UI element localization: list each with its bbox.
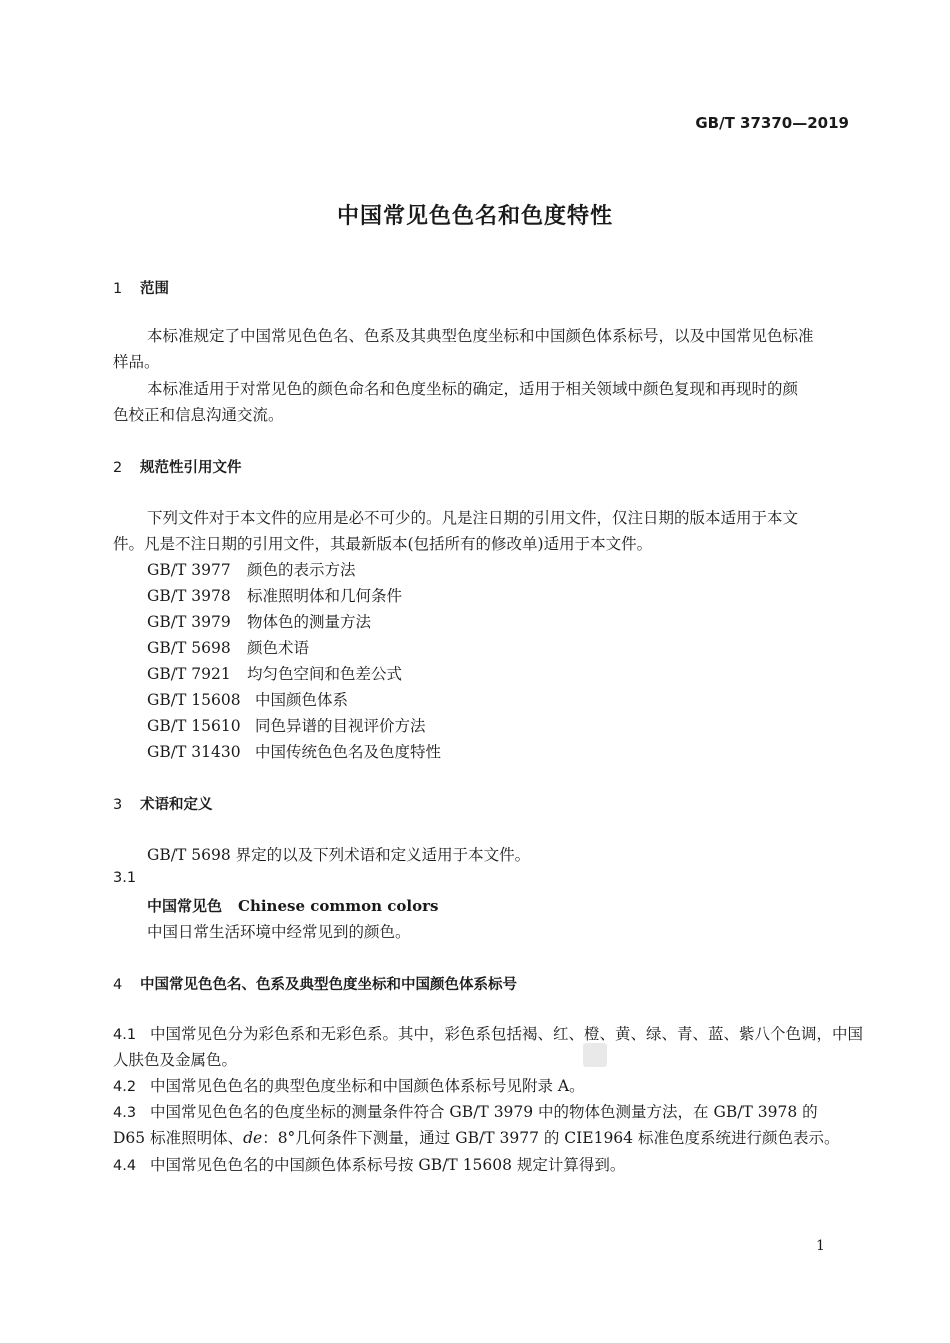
clause-text: 中国常见色色名的中国颜色体系标号按 GB/T 15608 规定计算得到。 [150, 1156, 626, 1174]
reference-code: GB/T 3977 [147, 561, 231, 579]
clause-text: 中国常见色色名的色度坐标的测量条件符合 GB/T 3979 中的物体色测量方法，在 GB/T 3978 的 [150, 1103, 818, 1121]
reference-title: 颜色术语 [247, 639, 310, 657]
reference-title: 中国传统色色名及色度特性 [255, 743, 442, 761]
section-2-heading [113, 456, 242, 477]
term-number: 3.1 [113, 870, 137, 886]
clause-number: 4.4 [113, 1158, 137, 1174]
clause-4-3 [113, 1100, 818, 1122]
reference-code: GB/T 15610 [147, 717, 241, 735]
clause-4-4 [113, 1153, 625, 1175]
reference-title: 同色异谱的目视评价方法 [255, 717, 426, 735]
paragraph-line: 本标准适用于对常见色的颜色命名和色度坐标的确定，适用于相关领域中颜色复现和再现时的颜 [147, 380, 799, 398]
paragraph-line: GB/T 5698 界定的以及下列术语和定义适用于本文件。 [147, 846, 531, 864]
reference-item [147, 636, 309, 658]
reference-item [147, 584, 402, 606]
document-title: 中国常见色色名和色度特性 [336, 204, 613, 229]
clause-text: D65 标准照明体、 [113, 1129, 244, 1147]
reference-code: GB/T 15608 [147, 691, 241, 709]
term-entry [147, 895, 438, 916]
clause-4-1 [113, 1022, 863, 1044]
clause-text: 中国常见色分为彩色系和无彩色系。其中，彩色系包括褐、红、橙、黄、绿、青、蓝、紫八个色调，中国 [150, 1025, 864, 1043]
paragraph-line: 下列文件对于本文件的应用是必不可少的。凡是注日期的引用文件，仅注日期的版本适用于本文 [147, 509, 799, 527]
reference-item [147, 740, 441, 762]
section-title: 范围 [140, 281, 169, 297]
term-definition: 中国日常生活环境中经常见到的颜色。 [147, 923, 411, 941]
reference-title: 中国颜色体系 [255, 691, 349, 709]
reference-item [147, 610, 371, 632]
reference-code: GB/T 5698 [147, 639, 231, 657]
section-number: 4 [113, 977, 123, 993]
reference-code: GB/T 7921 [147, 665, 231, 683]
clause-number: 4.2 [113, 1079, 137, 1095]
section-number: 1 [113, 281, 123, 297]
section-number: 2 [113, 460, 123, 476]
paragraph-line: 样品。 [113, 353, 160, 371]
paragraph-line: 色校正和信息沟通交流。 [113, 406, 284, 424]
reference-item [147, 558, 356, 580]
clause-text: 中国常见色色名的典型色度坐标和中国颜色体系标号见附录 A。 [150, 1077, 585, 1095]
paragraph-line [113, 1126, 839, 1148]
reference-code: GB/T 3979 [147, 613, 231, 631]
reference-title: 标准照明体和几何条件 [247, 587, 403, 605]
paragraph-line: 本标准规定了中国常见色色名、色系及其典型色度坐标和中国颜色体系标号，以及中国常见色标准 [147, 327, 814, 345]
clause-text: ：8°几何条件下测量，通过 GB/T 3977 的 CIE1964 标准色度系统进行颜色表示。 [262, 1129, 840, 1147]
clause-4-2 [113, 1074, 585, 1096]
shaded-mark [583, 1043, 607, 1067]
reference-title: 均匀色空间和色差公式 [247, 665, 403, 683]
page-number: 1 [816, 1238, 825, 1254]
section-title: 中国常见色色名、色系及典型色度坐标和中国颜色体系标号 [140, 977, 517, 993]
clause-number: 4.3 [113, 1105, 137, 1121]
reference-item [147, 688, 348, 710]
term-english: Chinese common colors [238, 897, 439, 915]
geometry-symbol: de [243, 1129, 263, 1147]
section-title: 术语和定义 [140, 797, 213, 813]
section-4-heading [113, 973, 517, 994]
standard-code: GB/T 37370—2019 [695, 114, 849, 132]
reference-item [147, 662, 402, 684]
section-1-heading [113, 277, 169, 298]
section-number: 3 [113, 797, 123, 813]
section-3-heading [113, 793, 213, 814]
paragraph-line: 人肤色及金属色。 [113, 1051, 238, 1069]
reference-item [147, 714, 426, 736]
reference-code: GB/T 31430 [147, 743, 241, 761]
reference-title: 物体色的测量方法 [247, 613, 372, 631]
reference-title: 颜色的表示方法 [247, 561, 356, 579]
reference-code: GB/T 3978 [147, 587, 231, 605]
clause-number: 4.1 [113, 1027, 137, 1043]
paragraph-line: 件。凡是不注日期的引用文件，其最新版本(包括所有的修改单)适用于本文件。 [113, 535, 653, 553]
term-chinese: 中国常见色 [147, 897, 223, 915]
section-title: 规范性引用文件 [140, 460, 242, 476]
